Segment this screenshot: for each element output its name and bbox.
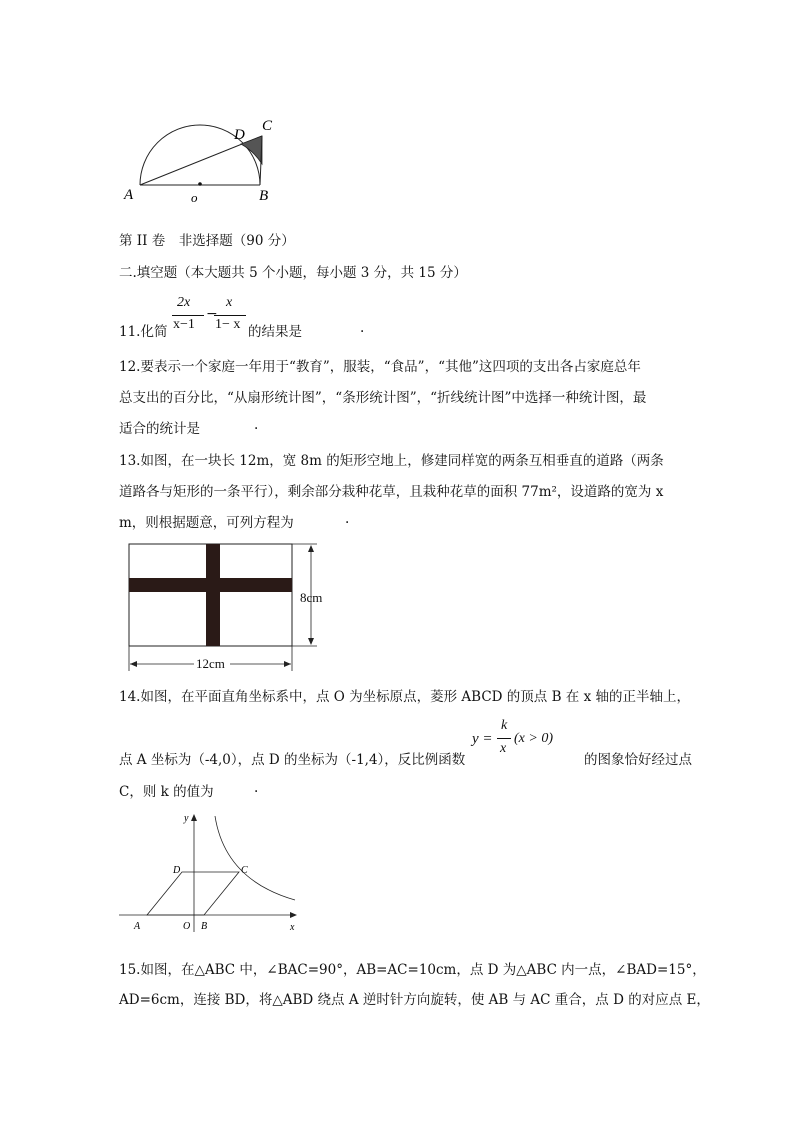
q14-line3: C，则 k 的值为: [119, 784, 214, 800]
label-d: D: [173, 865, 181, 876]
q13-line3: m，则根据题意，可列方程为: [119, 515, 294, 531]
rhombus-coordinate-figure: [117, 808, 307, 938]
q11-frac1-numerator: 2x: [177, 295, 191, 310]
width-arrow-left: [130, 661, 137, 667]
q11-frac2-denominator: 1− x: [215, 317, 241, 332]
q12-period: .: [254, 417, 259, 433]
label-a: A: [124, 187, 134, 203]
hyperbola-curve: [215, 816, 295, 900]
q14-func-denominator: x: [500, 741, 507, 756]
q13-period: .: [345, 511, 350, 527]
x-axis-arrow: [290, 912, 297, 918]
center-point: [198, 182, 202, 186]
label-d: D: [234, 127, 245, 143]
q11-frac2-numerator: x: [226, 295, 233, 310]
q12-line2: 总支出的百分比，“从扇形统计图”，“条形统计图”，“折线统计图”中选择一种统计图，最: [119, 390, 647, 406]
y-axis-arrow: [191, 814, 197, 821]
q13-line1: 13.如图，在一块长 12m，宽 8m 的矩形空地上，修建同样宽的两条互相垂直的道路（两条: [119, 453, 664, 469]
q15-line2: AD=6cm，连接 BD，将△ABD 绕点 A 逆时针方向旋转，使 AB 与 AC 重合，点 D 的对应点 E，: [119, 992, 710, 1008]
height-arrow-up: [308, 545, 314, 552]
q14-line2b: 的图象恰好经过点: [584, 752, 692, 768]
label-o: O: [183, 921, 191, 932]
q15-line1: 15.如图，在△ABC 中，∠BAC=90°，AB=AC=10cm，点 D 为△ABC 内一点，∠BAD=15°，: [119, 962, 706, 978]
fill-in-section-title: 二.填空题（本大题共 5 个小题，每小题 3 分，共 15 分）: [119, 265, 467, 281]
label-b: B: [259, 188, 269, 204]
q12-line1: 12.要表示一个家庭一年用于“教育”，服装，“食品”，“其他”这四项的支出各占家庭总年: [119, 359, 641, 375]
q14-func-numerator: k: [501, 718, 508, 733]
q11-tail: 的结果是: [248, 324, 302, 340]
y-axis-label: y: [184, 813, 189, 824]
height-arrow-down: [308, 638, 314, 645]
q14-period: .: [254, 780, 259, 796]
q11-minus: −: [206, 306, 218, 322]
vertical-road: [206, 544, 220, 646]
section-2-title: 第 II 卷 非选择题（90 分）: [119, 233, 295, 249]
label-c: C: [241, 865, 248, 876]
x-axis-label: x: [290, 922, 295, 933]
width-arrow-right: [284, 661, 291, 667]
rhombus-abcd: [147, 872, 239, 915]
q14-line2a: 点 A 坐标为（-4,0），点 D 的坐标为（-1,4），反比例函数: [119, 752, 466, 768]
q14-line1: 14.如图，在平面直角坐标系中，点 O 为坐标原点，菱形 ABCD 的顶点 B 在 x 轴的正半轴上，: [119, 689, 690, 705]
q11-frac2-bar: [214, 315, 246, 316]
q14-func-y: y =: [472, 731, 493, 747]
width-label: 12cm: [196, 656, 225, 671]
label-c: C: [262, 118, 273, 134]
label-b: B: [201, 921, 208, 932]
label-o: o: [191, 190, 198, 205]
q11-frac1-bar: [172, 315, 204, 316]
height-label: 8cm: [300, 590, 323, 605]
q11-period: .: [360, 320, 365, 336]
q11-frac1-denominator: x−1: [173, 317, 195, 332]
q11-lead: 11.化简: [119, 324, 168, 340]
rectangle-roads-figure: [120, 538, 340, 673]
semicircle-figure: [118, 112, 288, 207]
q12-line3: 适合的统计是: [119, 421, 200, 437]
q14-func-bar: [497, 738, 511, 739]
q13-line2: 道路各与矩形的一条平行），剩余部分栽种花草，且栽种花草的面积 77m²，设道路的宽为 x: [119, 484, 664, 500]
q14-func-condition: (x > 0): [514, 731, 553, 746]
label-a: A: [134, 921, 141, 932]
